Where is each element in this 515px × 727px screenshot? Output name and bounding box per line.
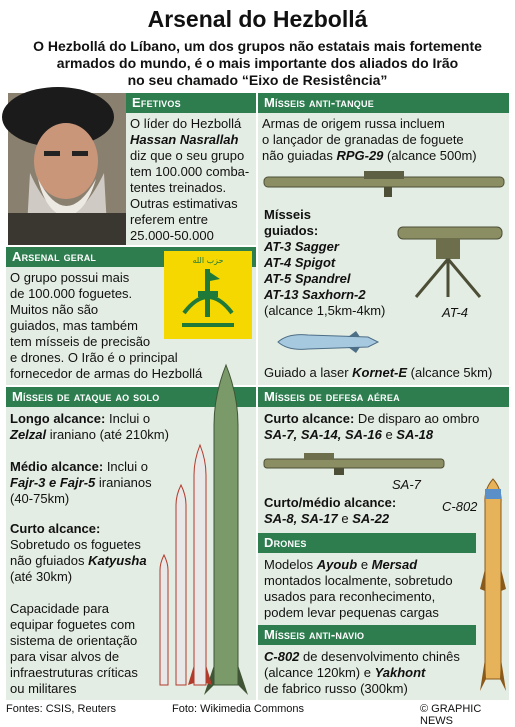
aerea-panel — [258, 387, 509, 700]
zelzal-name: Zelzal — [10, 427, 47, 442]
text-line: ou militares — [10, 681, 77, 696]
text-line: de 100.000 foguetes. — [10, 286, 133, 301]
text-line: Armas de origem russa incluem — [262, 116, 445, 131]
text-line: Capacidade para — [10, 601, 110, 616]
missile-name: AT-13 Saxhorn-2 — [264, 287, 366, 302]
text-line: usados para reconhecimento, — [264, 589, 436, 604]
kornet-name: Kornet-E — [352, 365, 408, 380]
medium-range-label: Curto/médio alcance: — [264, 495, 397, 510]
kornet-text — [264, 365, 492, 381]
text-line — [264, 411, 479, 427]
text-line: montados localmente, sobretudo — [264, 573, 453, 588]
solo-heading: Mísseis de ataque ao solo — [6, 387, 256, 407]
aerea-medium — [264, 495, 396, 527]
text-line: guiados: — [264, 223, 319, 238]
missile-name: AT-5 Spandrel — [264, 271, 351, 286]
missile-name: AT-4 Spigot — [264, 255, 336, 270]
text-line: O líder do Hezbollá — [130, 116, 242, 131]
at4-launcher-image — [398, 201, 504, 301]
kornet-image — [278, 331, 378, 353]
aerea-short — [264, 411, 479, 443]
text-fragment: de desenvolvimento chinês — [299, 649, 460, 664]
sa7-image — [264, 453, 444, 475]
katyusha-name: Katyusha — [88, 553, 147, 568]
subtitle-line: armados do mundo, é o mais importante dos aliados do Irão — [56, 55, 459, 71]
text-line: Muitos não são — [10, 302, 99, 317]
missile-name: SA-7 — [264, 427, 294, 442]
hezbollah-flag — [164, 251, 252, 339]
footer-sources: Fontes: CSIS, Reuters — [6, 703, 117, 715]
rpg29-image — [264, 167, 504, 197]
nasrallah-portrait — [8, 93, 126, 245]
text-fragment: Modelos — [264, 557, 317, 572]
c802-name: C-802 — [264, 649, 300, 664]
missile-name: SA-17 — [300, 511, 338, 526]
medium-range-label: Médio alcance: — [10, 459, 104, 474]
missile-name: SA-16 — [344, 427, 382, 442]
missile-name: SA-22 — [352, 511, 390, 526]
text-fragment: De disparo ao ombro — [354, 411, 480, 426]
ground-missiles-image — [146, 365, 256, 700]
efetivos-text — [126, 113, 256, 247]
short-range-label: Curto alcance: — [264, 411, 355, 426]
text-fragment: (alcance 5km) — [407, 365, 493, 380]
text-line: sistema de orientação — [10, 633, 138, 648]
text-fragment: Inclui o — [105, 411, 151, 426]
footer-credit: © GRAPHIC NEWS — [420, 703, 482, 727]
missile-name: SA-18 — [396, 427, 434, 442]
naval-text — [264, 649, 460, 697]
c802-image — [480, 479, 506, 693]
text-fragment: não gfuiados — [10, 553, 89, 568]
text-line — [262, 148, 505, 164]
text-line: guiados, mas também — [10, 318, 138, 333]
page-title: Arsenal do Hezbollá — [147, 6, 368, 32]
long-range-label: Longo alcance: — [10, 411, 106, 426]
text-line: fornecedor de armas do Hezbollá — [10, 366, 203, 381]
efetivos-panel — [126, 93, 256, 245]
ayoub-name: Ayoub — [316, 557, 358, 572]
antitanque-panel — [258, 93, 509, 385]
antitanque-heading: Mísseis anti-tanque — [258, 93, 509, 113]
text-line: para visar alvos de — [10, 649, 120, 664]
missile-name: AT-3 Sagger — [264, 239, 339, 254]
text-line: de fabrico russo (300km) — [264, 681, 408, 696]
c802-label: C-802 — [442, 499, 478, 514]
text-line: Sobretudo os foguetes — [10, 537, 141, 552]
antitanque-text — [258, 113, 509, 167]
drones-heading: Drones — [258, 533, 476, 553]
arsenal-heading: Arsenal geral — [6, 247, 256, 267]
missile-name: SA-8 — [264, 511, 294, 526]
guided-label — [264, 207, 385, 319]
text-line: diz que o seu grupo — [130, 148, 245, 163]
solo-panel — [6, 387, 256, 700]
flag-text: حزب الله — [192, 256, 224, 265]
text-line: podem levar pequenas cargas — [264, 605, 439, 620]
at4-label: AT-4 — [442, 305, 469, 320]
efetivos-heading: Efetivos — [126, 93, 256, 113]
text-fragment: não guiadas — [262, 148, 337, 163]
text-line — [264, 665, 460, 681]
text-line: tentes treinados. — [130, 180, 227, 195]
text-fragment: e — [357, 557, 372, 572]
subtitle-line: no seu chamado “Eixo de Resistência” — [127, 72, 388, 88]
yakhont-name: Yakhont — [374, 665, 426, 680]
footer-photo: Foto: Wikimedia Commons — [172, 703, 305, 715]
rpg-name: RPG-29 — [336, 148, 384, 163]
mersad-name: Mersad — [371, 557, 418, 572]
text-fragment: iranianos — [95, 475, 152, 490]
range-text: (alcance 1,5km-4km) — [264, 303, 386, 318]
drones-text — [264, 557, 453, 621]
text-line: e drones. O Irão é o principal — [10, 350, 178, 365]
text-line: O grupo possui mais — [10, 270, 130, 285]
text-line: o lançador de granadas de foguete — [262, 132, 464, 147]
text-fragment: (alcance 500m) — [383, 148, 477, 163]
text-line: (até 30km) — [10, 569, 73, 584]
text-line: referem entre — [130, 212, 209, 227]
text-line: Mísseis — [264, 207, 311, 222]
naval-heading: Mísseis anti-navio — [258, 625, 476, 645]
text-line: SA-8, SA-17 e SA-22 — [264, 511, 390, 526]
text-line: equipar foguetes com — [10, 617, 136, 632]
text-line: (40-75km) — [10, 491, 70, 506]
text-line: 25.000-50.000 — [130, 228, 214, 243]
page-subtitle — [6, 38, 509, 89]
fajr-name: Fajr-3 e Fajr-5 — [10, 475, 96, 490]
short-range-label: Curto alcance: — [10, 521, 101, 536]
missile-name: SA-14 — [300, 427, 338, 442]
text-fragment: Inclui o — [103, 459, 149, 474]
text-fragment: Guiado a laser — [264, 365, 353, 380]
text-line: Outras estimativas — [130, 196, 238, 211]
leader-name: Hassan Nasrallah — [130, 132, 239, 147]
text-line: tem mísseis de precisão — [10, 334, 151, 349]
text-line: tem 100.000 comba- — [130, 164, 250, 179]
aerea-heading: Mísseis de defesa aérea — [258, 387, 509, 407]
text-fragment: (alcance 120km) e — [264, 665, 375, 680]
text-fragment: iraniano (até 210km) — [46, 427, 169, 442]
sa7-label: SA-7 — [392, 477, 421, 492]
text-line — [264, 649, 460, 665]
subtitle-line: O Hezbollá do Líbano, um dos grupos não estatais mais fortemente — [33, 38, 482, 54]
text-line: infraestruturas críticas — [10, 665, 138, 680]
text-line — [264, 557, 453, 573]
text-line: SA-7, SA-14, SA-16 e SA-18 — [264, 427, 434, 442]
